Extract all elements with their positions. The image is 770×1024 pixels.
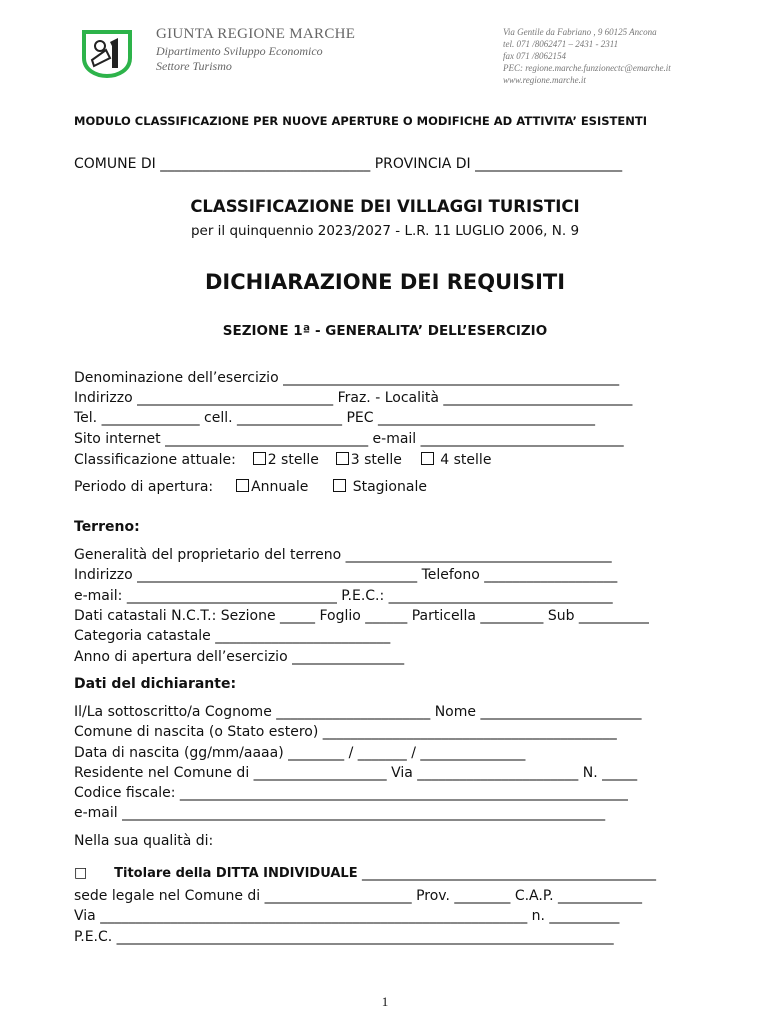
titolare-row (74, 865, 656, 881)
comune-nascita-field[interactable]: Comune di nascita (o Stato estero) __________________________________________ (74, 724, 617, 740)
regione-marche-logo (80, 28, 134, 78)
classificazione-label: Classificazione attuale: (74, 452, 236, 468)
stelle-4-checkbox[interactable]: 4 stelle (421, 452, 492, 468)
periodo-row (74, 479, 427, 495)
anno-apertura-field[interactable]: Anno di apertura dell’esercizio ________________ (74, 649, 405, 665)
modulo-title: MODULO CLASSIFICAZIONE PER NUOVE APERTURE O MODIFICHE AD ATTIVITA’ ESISTENTI (74, 114, 647, 128)
sezione-title: SEZIONE 1ª - GENERALITA’ DELL’ESERCIZIO (222, 323, 548, 339)
contact-web: www.regione.marche.it (503, 75, 586, 85)
dichiarante-title: Dati del dichiarante: (74, 676, 237, 692)
header-sector: Settore Turismo (156, 59, 232, 73)
dichiarante-email-field[interactable]: e-mail _____________________________________________________________________ (74, 805, 606, 821)
qualita-label: Nella sua qualità di: (74, 833, 214, 849)
dichiarazione-title: DICHIARAZIONE DEI REQUISITI (204, 270, 566, 294)
contact-address: Via Gentile da Fabriano , 9 60125 Ancona (503, 27, 657, 37)
header-department: Dipartimento Sviluppo Economico (156, 44, 323, 58)
titolare-checkbox[interactable]: □ (74, 865, 88, 881)
proprietario-field[interactable]: Generalità del proprietario del terreno ______________________________________ (74, 547, 612, 563)
contact-fax: fax 071 /8062154 (503, 51, 566, 61)
terreno-indirizzo-field[interactable]: Indirizzo ________________________________________ Telefono ___________________ (74, 567, 618, 583)
stagionale-checkbox[interactable]: Stagionale (333, 479, 427, 495)
data-nascita-field[interactable]: Data di nascita (gg/mm/aaaa) ________ / _______ / _______________ (74, 745, 526, 761)
page-number: 1 (381, 994, 389, 1009)
categoria-catastale-field[interactable]: Categoria catastale _________________________ (74, 628, 391, 644)
contact-tel: tel. 071 /8062471 – 2431 - 2311 (503, 39, 619, 49)
indirizzo-field[interactable]: Indirizzo ____________________________ Fraz. - Località ___________________________ (74, 390, 633, 406)
comune-provincia-line: COMUNE DI ______________________________ PROVINCIA DI _____________________ (74, 156, 623, 172)
classificazione-title: CLASSIFICAZIONE DEI VILLAGGI TURISTICI (190, 197, 580, 216)
titolare-field[interactable]: __________________________________________ (357, 865, 657, 881)
contact-pec: PEC: regione.marche.funzionectc@emarche.it (503, 63, 671, 73)
dati-catastali-field[interactable]: Dati catastali N.C.T.: Sezione _____ Foglio ______ Particella _________ Sub __________ (74, 608, 649, 624)
tel-field[interactable]: Tel. ______________ cell. _______________ PEC _______________________________ (74, 410, 595, 426)
stelle-3-checkbox[interactable]: 3 stelle (336, 452, 402, 468)
codice-fiscale-field[interactable]: Codice fiscale: ________________________________________________________________ (74, 785, 628, 801)
classificazione-row (74, 452, 491, 468)
denominazione-field[interactable]: Denominazione dell’esercizio ________________________________________________ (74, 370, 620, 386)
stelle-2-checkbox[interactable]: 2 stelle (253, 452, 319, 468)
periodo-label: Periodo di apertura: (74, 479, 214, 495)
pec-field[interactable]: P.E.C. _______________________________________________________________________ (74, 929, 614, 945)
cognome-nome-field[interactable]: Il/La sottoscritto/a Cognome ______________________ Nome _______________________ (74, 704, 642, 720)
terreno-email-field[interactable]: e-mail: ______________________________ P.E.C.: ________________________________ (74, 588, 613, 604)
header-title: GIUNTA REGIONE MARCHE (156, 26, 356, 42)
sito-field[interactable]: Sito internet _____________________________ e-mail _____________________________ (74, 431, 624, 447)
titolare-label: Titolare della DITTA INDIVIDUALE (114, 866, 358, 881)
quinquennio-subtitle: per il quinquennio 2023/2027 - L.R. 11 LUGLIO 2006, N. 9 (190, 223, 580, 239)
annuale-checkbox[interactable]: Annuale (236, 479, 308, 495)
via-field[interactable]: Via _____________________________________________________________ n. __________ (74, 908, 620, 924)
terreno-title: Terreno: (74, 519, 140, 535)
residenza-field[interactable]: Residente nel Comune di ___________________ Via _______________________ N. _____ (74, 765, 638, 781)
sede-legale-field[interactable]: sede legale nel Comune di _____________________ Prov. ________ C.A.P. ____________ (74, 888, 642, 904)
